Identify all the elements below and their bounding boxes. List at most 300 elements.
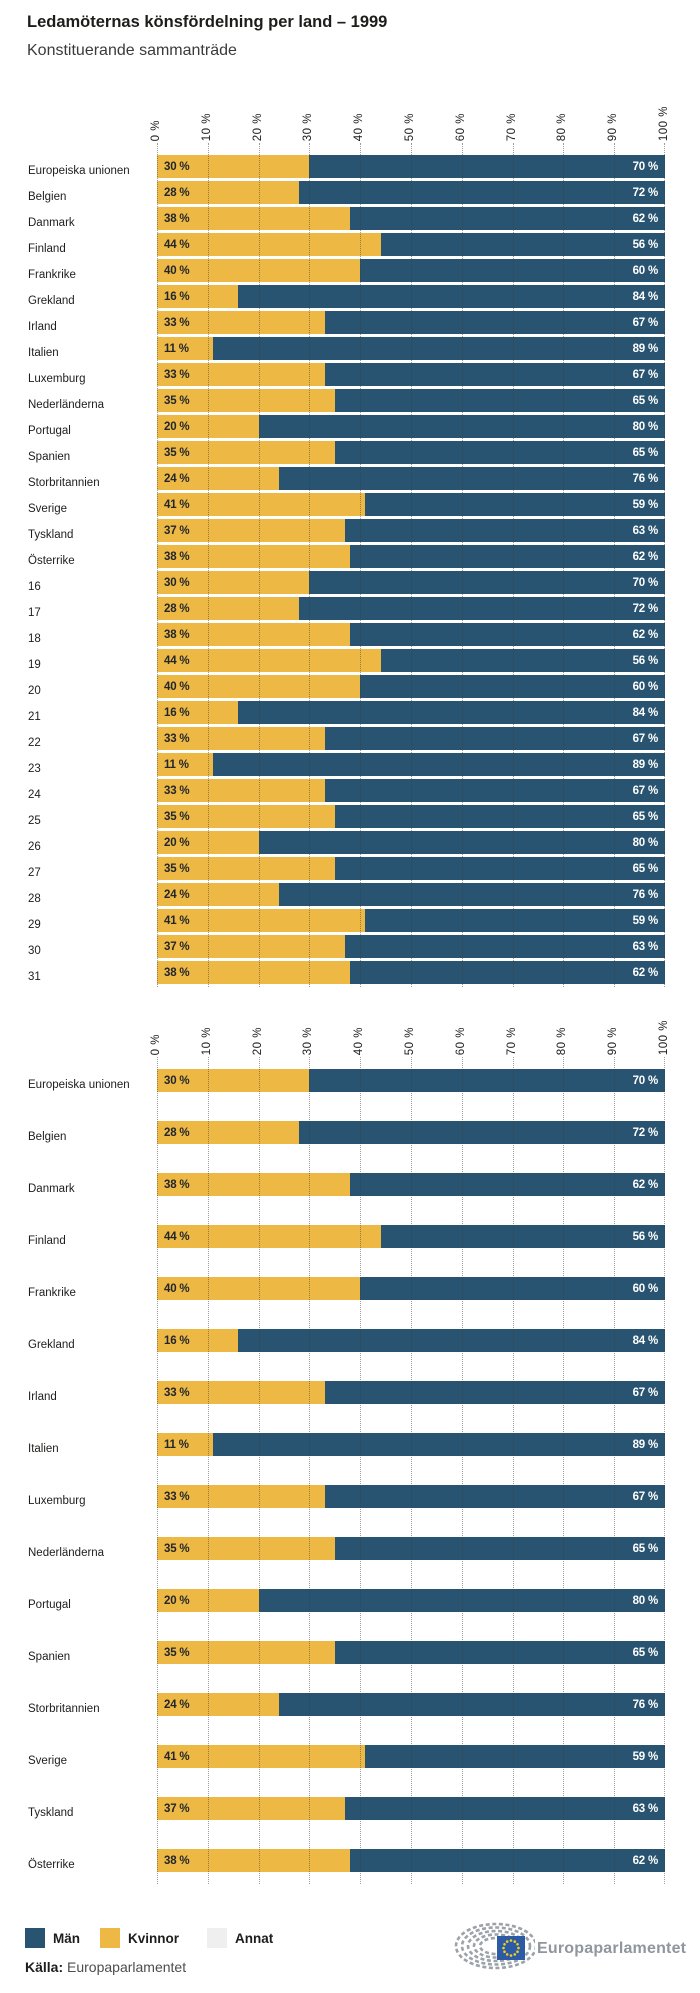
bar-row [0,727,700,753]
bar-row [0,1329,700,1381]
stacked-bar [157,1381,665,1404]
bar-row [0,1589,700,1641]
men-value-label: 80 % [632,1594,658,1607]
men-segment [325,1485,665,1508]
women-value-label: 35 % [164,862,190,875]
men-segment [259,1589,665,1612]
category-label: Luxemburg [28,373,86,385]
plot-area [0,1057,700,1884]
men-value-label: 72 % [632,602,658,615]
women-value-label: 35 % [164,810,190,823]
men-value-label: 65 % [632,446,658,459]
stacked-bar [157,259,665,282]
women-segment [157,779,325,802]
men-segment [325,363,665,386]
chart-stacked-all-rows [0,85,700,987]
stacked-bar [157,389,665,412]
women-segment [157,441,335,464]
stacked-bar [157,1121,665,1144]
women-value-label: 37 % [164,524,190,537]
axis-tick-label: 20 % [251,112,264,141]
stacked-bar [157,961,665,984]
men-segment [335,805,665,828]
stacked-bar [157,1173,665,1196]
men-value-label: 62 % [632,212,658,225]
bar-row [0,1433,700,1485]
men-value-label: 67 % [632,1386,658,1399]
women-segment [157,259,360,282]
bar-row [0,597,700,623]
men-segment [360,259,665,282]
source-line [25,1959,186,1975]
women-segment [157,1849,350,1872]
stacked-bar [157,311,665,334]
men-segment [335,441,665,464]
women-value-label: 30 % [164,1074,190,1087]
category-label: Frankrike [28,269,76,281]
women-value-label: 38 % [164,966,190,979]
women-value-label: 44 % [164,238,190,251]
bar-row [0,207,700,233]
stacked-bar [157,1225,665,1248]
women-value-label: 38 % [164,1178,190,1191]
men-value-label: 70 % [632,160,658,173]
men-value-label: 76 % [632,1698,658,1711]
women-segment [157,285,238,308]
women-segment [157,701,238,724]
legend-swatch [207,1928,227,1948]
category-label: 31 [28,971,41,983]
men-value-label: 84 % [632,1334,658,1347]
men-value-label: 70 % [632,1074,658,1087]
women-value-label: 33 % [164,1490,190,1503]
men-segment [238,1329,665,1352]
axis-tick-label: 20 % [251,1026,264,1055]
stacked-bar [157,337,665,360]
women-segment [157,649,381,672]
category-label: 20 [28,685,41,697]
men-value-label: 67 % [632,784,658,797]
men-segment [279,883,665,906]
bar-row [0,363,700,389]
category-label: 19 [28,659,41,671]
women-segment [157,1589,259,1612]
category-label: 18 [28,633,41,645]
bar-row [0,1173,700,1225]
women-segment [157,1485,325,1508]
category-label: 17 [28,607,41,619]
category-label: Luxemburg [28,1495,86,1507]
men-segment [365,1745,665,1768]
women-segment [157,363,325,386]
category-label: Finland [28,243,66,255]
bar-row [0,1797,700,1849]
men-segment [345,1797,665,1820]
women-value-label: 11 % [164,1438,189,1451]
category-label: 23 [28,763,41,775]
category-label: Österrike [28,1859,75,1871]
axis-tick-label: 30 % [302,112,315,141]
stacked-bar [157,623,665,646]
women-value-label: 40 % [164,264,190,277]
men-segment [325,1381,665,1404]
bar-rows [0,143,700,987]
bar-row [0,623,700,649]
axis-tick-label: 90 % [607,1026,620,1055]
men-segment [350,545,665,568]
chart-stacked-countries [0,999,700,1884]
women-value-label: 24 % [164,472,190,485]
bar-row [0,1121,700,1173]
stacked-bar [157,545,665,568]
stacked-bar [157,727,665,750]
source-text: Europaparlamentet [67,1959,187,1975]
women-segment [157,1173,350,1196]
bar-row [0,571,700,597]
bar-row [0,1069,700,1121]
stacked-bar [157,1485,665,1508]
stacked-bar [157,467,665,490]
women-value-label: 35 % [164,446,190,459]
category-label: Portugal [28,1599,71,1611]
bar-row [0,805,700,831]
category-label: Irland [28,1391,57,1403]
women-value-label: 30 % [164,160,190,173]
category-label: 27 [28,867,41,879]
axis-tick-label: 30 % [302,1026,315,1055]
women-segment [157,1433,213,1456]
stacked-bar [157,1277,665,1300]
men-segment [381,233,665,256]
women-value-label: 35 % [164,394,190,407]
men-value-label: 60 % [632,1282,658,1295]
bar-row [0,1485,700,1537]
stacked-bar [157,1797,665,1820]
x-axis [0,999,700,1057]
men-segment [335,857,665,880]
women-value-label: 16 % [164,290,190,303]
category-label: Italien [28,347,59,359]
men-segment [299,181,665,204]
men-segment [279,1693,665,1716]
men-segment [213,1433,665,1456]
bar-row [0,1225,700,1277]
women-value-label: 33 % [164,732,190,745]
stacked-bar [157,1641,665,1664]
stacked-bar [157,493,665,516]
men-value-label: 80 % [632,836,658,849]
stacked-bar [157,1589,665,1612]
bar-row [0,467,700,493]
women-value-label: 30 % [164,576,190,589]
axis-tick-label: 10 % [200,1026,213,1055]
men-segment [213,753,665,776]
women-segment [157,805,335,828]
men-segment [335,1537,665,1560]
women-segment [157,961,350,984]
men-value-label: 65 % [632,394,658,407]
men-segment [350,1173,665,1196]
category-label: Europeiska unionen [28,165,130,177]
ep-logo [440,1918,690,1978]
women-value-label: 41 % [164,498,190,511]
category-label: 22 [28,737,41,749]
bar-row [0,779,700,805]
women-segment [157,467,279,490]
men-segment [325,311,665,334]
category-label: Belgien [28,1131,67,1143]
women-segment [157,337,213,360]
men-value-label: 89 % [632,758,658,771]
men-value-label: 67 % [632,732,658,745]
men-segment [335,389,665,412]
men-segment [360,675,665,698]
bar-row [0,883,700,909]
men-value-label: 65 % [632,810,658,823]
men-segment [259,415,665,438]
women-segment [157,1069,309,1092]
women-value-label: 28 % [164,1126,190,1139]
women-segment [157,831,259,854]
axis-tick-label: 50 % [404,112,416,141]
bar-row [0,519,700,545]
category-label: Portugal [28,425,71,437]
women-segment [157,675,360,698]
axis-tick-label: 80 % [556,112,569,141]
men-segment [360,1277,665,1300]
women-segment [157,155,309,178]
men-value-label: 59 % [632,914,658,927]
men-value-label: 62 % [632,628,658,641]
bar-row [0,415,700,441]
men-value-label: 72 % [632,186,658,199]
bar-row [0,1277,700,1329]
women-value-label: 44 % [164,654,190,667]
stacked-bar [157,207,665,230]
category-label: 30 [28,945,41,957]
women-value-label: 37 % [164,1802,190,1815]
women-segment [157,1381,325,1404]
stacked-bar [157,155,665,178]
women-segment [157,233,381,256]
women-segment [157,415,259,438]
women-value-label: 37 % [164,940,190,953]
category-label: 25 [28,815,41,827]
women-segment [157,1641,335,1664]
men-segment [350,1849,665,1872]
men-segment [299,597,665,620]
women-segment [157,753,213,776]
men-value-label: 67 % [632,368,658,381]
legend-item [25,1928,100,1948]
women-value-label: 33 % [164,784,190,797]
men-value-label: 60 % [632,680,658,693]
bar-row [0,1537,700,1589]
women-segment [157,727,325,750]
legend-label: Kvinnor [128,1930,180,1946]
bar-row [0,1381,700,1433]
category-label: Tyskland [28,1807,74,1819]
women-segment [157,623,350,646]
men-value-label: 76 % [632,472,658,485]
men-segment [365,909,665,932]
category-label: Italien [28,1443,59,1455]
women-segment [157,1225,381,1248]
stacked-bar [157,675,665,698]
women-value-label: 38 % [164,550,190,563]
stacked-bar [157,1745,665,1768]
category-label: Frankrike [28,1287,76,1299]
bar-row [0,1745,700,1797]
bar-row [0,545,700,571]
axis-tick-label: 60 % [454,112,467,141]
women-segment [157,389,335,412]
men-segment [365,493,665,516]
stacked-bar [157,1069,665,1092]
women-segment [157,1277,360,1300]
category-label: 28 [28,893,41,905]
category-label: Irland [28,321,57,333]
women-value-label: 40 % [164,680,190,693]
bar-row [0,1693,700,1745]
bar-row [0,857,700,883]
category-label: 26 [28,841,41,853]
stacked-bar [157,857,665,880]
men-segment [309,571,665,594]
bar-row [0,831,700,857]
stacked-bar [157,649,665,672]
women-value-label: 28 % [164,602,190,615]
legend-swatch [25,1928,45,1948]
bar-row [0,389,700,415]
women-value-label: 35 % [164,1542,190,1555]
category-label: Sverige [28,503,67,515]
women-segment [157,207,350,230]
category-label: 24 [28,789,41,801]
bar-row [0,909,700,935]
women-value-label: 11 % [164,758,189,771]
plot-area [0,143,700,987]
bar-row [0,935,700,961]
stacked-bar [157,831,665,854]
stacked-bar [157,779,665,802]
stacked-bar [157,935,665,958]
women-value-label: 35 % [164,1646,190,1659]
women-segment [157,1797,345,1820]
men-value-label: 56 % [632,1230,658,1243]
men-segment [381,1225,665,1248]
bar-row [0,337,700,363]
category-label: Grekland [28,295,75,307]
ep-logo-text: Europaparlamentet [537,1940,687,1957]
women-segment [157,545,350,568]
women-value-label: 33 % [164,316,190,329]
men-value-label: 62 % [632,1854,658,1867]
men-value-label: 63 % [632,524,658,537]
bar-row [0,701,700,727]
stacked-bar [157,363,665,386]
bar-rows [0,1057,700,1884]
men-value-label: 63 % [632,940,658,953]
women-value-label: 20 % [164,836,190,849]
stacked-bar [157,415,665,438]
women-segment [157,519,345,542]
men-value-label: 56 % [632,654,658,667]
stacked-bar [157,805,665,828]
page-subtitle: Konstituerande sammanträde [27,42,237,59]
women-value-label: 24 % [164,888,190,901]
stacked-bar [157,571,665,594]
bar-row [0,181,700,207]
stacked-bar [157,181,665,204]
bar-row [0,1641,700,1693]
women-value-label: 24 % [164,1698,190,1711]
men-value-label: 67 % [632,1490,658,1503]
women-value-label: 20 % [164,1594,190,1607]
bar-row [0,493,700,519]
axis-tick-label: 50 % [404,1026,416,1055]
men-value-label: 59 % [632,1750,658,1763]
men-value-label: 84 % [632,706,658,719]
men-value-label: 65 % [632,1542,658,1555]
men-value-label: 62 % [632,550,658,563]
men-segment [309,155,665,178]
stacked-bar [157,1693,665,1716]
women-segment [157,181,299,204]
men-value-label: 60 % [632,264,658,277]
x-axis [0,85,700,143]
bar-row [0,753,700,779]
category-label: Spanien [28,1651,71,1663]
men-value-label: 89 % [632,1438,658,1451]
women-value-label: 33 % [164,1386,190,1399]
men-value-label: 67 % [632,316,658,329]
men-segment [345,519,665,542]
legend-swatch [100,1928,120,1948]
axis-tick-label: 0 % [150,119,162,141]
women-segment [157,311,325,334]
men-segment [350,623,665,646]
category-label: Danmark [28,217,75,229]
women-value-label: 16 % [164,706,190,719]
axis-tick-label: 0 % [150,1033,162,1055]
category-label: Europeiska unionen [28,1079,130,1091]
men-value-label: 89 % [632,342,658,355]
category-label: 21 [28,711,41,723]
legend-item [100,1928,207,1948]
women-value-label: 16 % [164,1334,190,1347]
category-label: 29 [28,919,41,931]
men-segment [259,831,665,854]
legend-label: Män [53,1930,80,1946]
category-label: 16 [28,581,41,593]
women-value-label: 33 % [164,368,190,381]
men-value-label: 63 % [632,1802,658,1815]
axis-tick-label: 40 % [353,1026,366,1055]
women-segment [157,909,365,932]
men-value-label: 70 % [632,576,658,589]
axis-tick-label: 100 % [658,105,670,141]
men-value-label: 65 % [632,862,658,875]
category-label: Österrike [28,555,75,567]
men-value-label: 80 % [632,420,658,433]
women-segment [157,883,279,906]
men-segment [335,1641,665,1664]
stacked-bar [157,883,665,906]
bar-row [0,285,700,311]
axis-tick-label: 70 % [505,112,518,141]
women-segment [157,1121,299,1144]
